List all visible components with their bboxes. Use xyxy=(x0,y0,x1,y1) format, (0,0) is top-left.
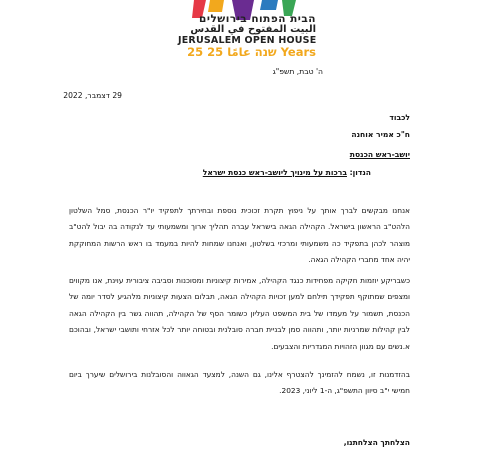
jerusalem-open-house-logo xyxy=(172,0,322,62)
logo-arabic-name: البيت المفتوح في القدس xyxy=(190,24,316,35)
subject-line xyxy=(203,168,371,178)
logo-english-name: JERUSALEM OPEN HOUSE xyxy=(178,35,317,46)
addressee-salutation: לכבוד xyxy=(389,113,410,122)
gregorian-date: 29 דצמבר, 2022 xyxy=(63,91,122,100)
logo-shape-orange xyxy=(208,0,224,12)
hebrew-date: ה' טבת, תשפ"ג xyxy=(272,67,323,76)
body-paragraph-1: אנחנו מבקשים לברך אותך על ניפוץ תקרת זכוכית נוספת ובחירתך לתפקיד יו"ר הכנסת, סמל השלטון הלהט"ב הראשון בישראל. הקהילה הגאה בישראל עברה תהליך ארוך ומשמעותי עד לנקודה בה יבול להט"ב מוצהר לכהן בתפקיד כה משמעותי ומרכזי בשלטון, ואנחנו שמחות להיות במעמד בו ראש הרשות המחוקקת יהיה אחד מחברי הקהילה הגאה. xyxy=(69,206,410,265)
logo-anniversary: 25 שנה ﻋﺎﻣًﺎ 25 Years xyxy=(187,45,316,59)
addressee-title: יושב-ראש הכנסת xyxy=(349,150,410,159)
addressee-name: ח"כ אמיר אוחנה xyxy=(351,130,410,139)
subject-text: ברכות על מינויך ליושב-ראש כנסת ישראל xyxy=(202,168,347,177)
logo-shape-blue xyxy=(260,0,278,10)
body-paragraph-2: כשבריקע יוזמות חקיקה מפחידות כנגד הקהילה, אמירות קיצוניות ומסוכנות וסביבה ציבורית עוינת, אנו מקווים ומצפים שמתוקף תפקידך תילחם למען זכויות הקהילה הגאה, תבלום הצעות קיצוניות מלהגיע לסדר יומה של הכנסת, תשמור על מעמדו של בית המשפט העליון כשומר הסף של הקהילה, תהווה גשר בין הקהילה הגאה לבין קהילות שמרניות יותר, ותהווה סמן לבניית חברה סובלנית ובטוחה יותר לכל אזרחי ותושבי ישראל, ובהוכם א.נשים עם מגוון הזהויות המגדריות והצבעים. xyxy=(69,276,410,351)
logo-hebrew-name: הבית הפתוח בירושלים xyxy=(199,13,316,25)
subject-label: הנדון: xyxy=(349,168,371,177)
signoff: הצלחתך הצלחתנו, xyxy=(343,438,410,447)
body-paragraph-3: בהזדמנות זו, נשמח להזמינך להצטרף אלינו, גם השנה, למצעד הגאווה והסובלנות בירושלים שיערך ביום חמישי י"ב סיוון התשפ"ג, ה-1 ליוני, 2023. xyxy=(69,370,410,396)
